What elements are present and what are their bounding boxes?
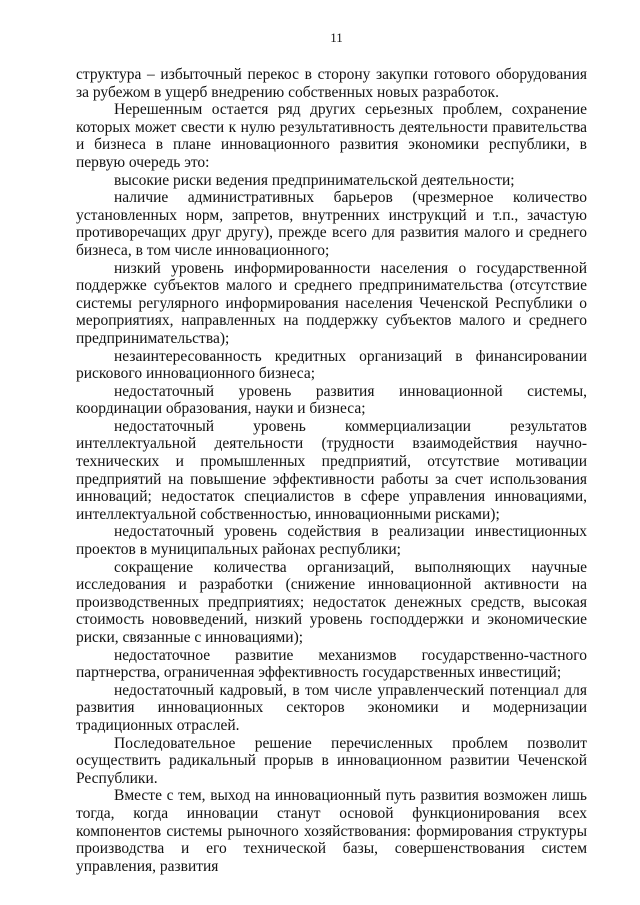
paragraph: структура – избыточный перекос в сторону закупки готового оборудования за рубежом в ущерб внедрению собственных новых разработок. [76,66,587,101]
list-item: недостаточный кадровый, в том числе управленческий потенциал для развития инновационных секторов экономики и модернизации традиционных отраслей. [76,681,587,734]
list-item: высокие риски ведения предпринимательской деятельности; [114,171,515,189]
list-item: недостаточный уровень коммерциализации результатов интеллектуальной деятельности (трудности взаимодействия научно-технических и промышленных предприятий, отсутствие мотивации предприятий на повышение эффективности работы за счет использования инноваций; недостаток специалистов в сфере управления инновациями, интеллектуальной собственностью, инновационными рисками); [76,417,587,523]
list-item: недостаточный уровень развития инновационной системы, координации образования, науки и бизнеса; [76,382,587,418]
paragraph: Вместе с тем, выход на инновационный путь развития возможен лишь тогда, когда инновации станут основой функционирования всех компонентов системы рыночного хозяйствования: формирования структуры производства и его технической базы, совершенствования систем управления, развития [76,787,587,875]
list-item: наличие административных барьеров (чрезмерное количество установленных норм, запретов, внутренних инструкций и т.п., зачастую противоречащих друг другу), прежде всего для развития малого и среднего бизнеса, в том числе инновационного; [76,189,587,259]
body-text [76,66,587,875]
page-number: 11 [330,30,343,45]
paragraph: Последовательное решение перечисленных проблем позволит осуществить радикальный прорыв в инновационном развитии Чеченской Республики. [76,734,587,787]
list-item: недостаточное развитие механизмов государственно-частного партнерства, ограниченная эффективность государственных инвестиций; [76,646,587,682]
list-item: низкий уровень информированности населения о государственной поддержке субъектов малого и среднего предпринимательства (отсутствие системы регулярного информирования населения Чеченской Республики о мероприятиях, направленных на поддержку субъектов малого и среднего предпринимательства); [76,259,587,347]
list-item: недостаточный уровень содействия в реализации инвестиционных проектов в муниципальных районах республики; [76,523,587,559]
list-item: сокращение количества организаций, выполняющих научные исследования и разработки (снижение инновационной активности на производственных предприятиях; недостаток денежных средств, высокая стоимость нововведений, низкий уровень господдержки и экономические риски, связанные с инновациями); [76,558,587,646]
list-item: незаинтересованность кредитных организаций в финансировании рискового инновационного бизнеса; [76,347,587,383]
paragraph: Нерешенным остается ряд других серьезных проблем, сохранение которых может свести к нулю результативность деятельности правительства и бизнеса в плане инновационного развития экономики республики, в первую очередь это: [76,101,587,171]
